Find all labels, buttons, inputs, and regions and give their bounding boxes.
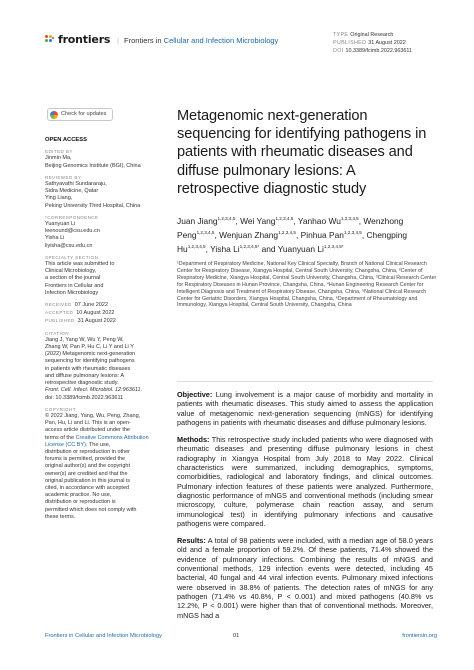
license-link[interactable]: Creative Commons Attribution License (CC BY).	[45, 434, 149, 448]
journal-title[interactable]	[114, 36, 278, 45]
correspondence-label: *CORRESPONDENCE	[45, 214, 99, 220]
email-link[interactable]: leenound@csu.edu.cn	[45, 228, 100, 235]
footer-site-link[interactable]: frontiersin.org	[402, 633, 437, 639]
reviewed-by: Sathyavathi Sundararaju, Sidra Medicine, Qatar Ying Liang, Peking University Third Hospital, China	[45, 181, 141, 209]
affiliations: ¹Department of Respiratory Medicine, National Key Clinical Specialty, Branch of National Clinical Research Center for Respiratory Disease, Xiangya Hospital, Central South University, Changsha, China, ²Center of Respiratory Medicine, Xiangya Hospital, Central South University, Changsha, China, ³Clinical Research Center for Respiratory Diseases in Hunan Province, Changsha, China, ⁴Hunan Engineering Research Center for Intelligent Diagnosis and Treatment of Respiratory Disease, Changsha, China, ⁵National Clinical Research Center for Geriatric Disorders, Xiangya Hospital, Changsha, China, ⁶Department of Rheumatology and Immunology, Xiangya Hospital, Central South University, Changsha, China	[177, 261, 437, 309]
author[interactable]: Wei Yang$^{1,2,3,4,5}$	[240, 215, 294, 226]
article-sidebar	[45, 108, 165, 521]
received-label: RECEIVED	[45, 302, 72, 308]
type-value: Original Research	[350, 32, 394, 38]
copyright: © 2022 Jiang, Yang, Wu, Peng, Zhang, Pan, Hu, Li and Li. This is an open- access article distributed under the terms of the Creative Commons Attribution License (CC BY). The use, distribution or reproduction in other forums is permitted, provided the original author(s) and the copyright owner(s) are credited and that the original publication in this journal is cited, in accordance with accepted academic practice. No use, distribution or reproduction is permitted which does not comply with these terms.	[45, 412, 149, 520]
article-main	[177, 107, 437, 309]
author[interactable]: Wenzhong Peng$^{1,2,3,4,5}$	[177, 215, 404, 240]
abstract-results: Results: A total of 98 patients were included, with a median age of 58.0 years old and a female proportion of 59.2%. Of these patients, 71.4% showed the evidence of pulmonary infections. Combining the results of mNGS and conventional methods, 129 infection events were detected, including 45 bacterial, 40 fungal and 44 viral infection events. Pulmonary mixed infections were observed in 38.8% of patients. The detection rates of mNGS for any pathogen (71.4% vs 40.8%, P < 0.001) and mixed pathogens (40.8% vs 12.2%, P < 0.001) were higher than that of conventional methods. Moreover, mNGS had a	[177, 536, 434, 620]
type-label: TYPE	[333, 32, 349, 38]
accepted-label: ACCEPTED	[45, 310, 74, 316]
author[interactable]: Wenjuan Zhang$^{1,2,3,4,5}$	[219, 229, 296, 240]
crossmark-icon	[50, 111, 58, 119]
article-meta	[333, 31, 412, 55]
reviewed-by-label: REVIEWED BY	[45, 174, 82, 180]
specialty-label: SPECIALTY SECTION	[45, 254, 99, 260]
published-value: 31 August 2022	[368, 40, 406, 46]
copyright-label: COPYRIGHT	[45, 406, 76, 412]
frontiers-logo[interactable]	[45, 33, 110, 46]
correspondence: Yuanyuan Li leenound@csu.edu.cn Yisha Li liyisha@csu.edu.cn	[45, 221, 165, 250]
page-number: 01	[233, 633, 240, 639]
author[interactable]: Yisha $Li^{1,2,3,4,5*}$	[210, 243, 260, 254]
published-date: 31 August 2022	[77, 318, 116, 325]
author[interactable]: Chengping Hu$^{1,2,3,4,5}$	[177, 229, 408, 254]
email-link[interactable]: liyisha@csu.edu.cn	[45, 242, 93, 249]
header-divider: |	[117, 36, 119, 45]
check-updates-label: Check for updates	[61, 110, 107, 117]
accepted-date: 10 August 2022	[76, 310, 115, 317]
citation-label: CITATION	[45, 330, 69, 336]
published-label: PUBLISHED	[333, 40, 367, 46]
abstract-divider	[177, 381, 433, 382]
author[interactable]: Yuanyuan $Li^{1,2,3,4,5*}$	[277, 243, 344, 254]
author[interactable]: Yanhao Wu$^{1,2,3,4,5}$	[297, 215, 359, 226]
abstract-methods: Methods: This retrospective study included patients who were diagnosed with rheumatic diseases and presenting diffuse pulmonary lesions in chest radiography in Xiangya Hospital from July 2018 to May 2022. Clinical characteristics were summarized, including demographics, symptoms, comorbidities, radiological and laboratory findings, and clinical outcomes. Pulmonary infection features of these patients were analyzed. Furthermore, diagnostic performance of mNGS and conventional methods (including smear microscopy, culture, polymerase chain reaction assay, and serum immunological test) in identifying pulmonary infections and causative pathogens were compared.	[177, 435, 433, 528]
abstract-objective: Objective: Lung involvement is a major cause of morbidity and mortality in patients with rheumatic diseases. This study aimed to assess the application value of metagenomic next-generation sequencing (mNGS) for identifying pathogens in patients with rheumatic diseases and diffuse pulmonary lesions.	[177, 390, 433, 427]
dates	[45, 301, 165, 326]
published-label: PUBLISHED	[45, 318, 75, 324]
check-for-updates-button[interactable]	[47, 108, 113, 121]
page-header	[45, 31, 445, 55]
journal-prefix: Frontiers in	[124, 36, 162, 45]
author[interactable]: Juan Jiang$^{1,2,3,4,5}$	[177, 215, 236, 226]
footer-journal-link[interactable]: Frontiers in Cellular and Infection Microbiology	[45, 633, 162, 639]
edited-by: Jinmin Ma, Beijing Genomics Institute (BGI), China	[45, 155, 141, 169]
citation: Jiang J, Yang W, Wu Y, Peng W, Zhang W, Pan P, Hu C, Li Y and Li Y (2022) Metagenomic next-generation sequencing for identifying pathogens in patients with rheumatic diseases and diffuse pulmonary lesions: A retrospective diagnostic study. Front. Cell. Infect. Microbiol. 12:963611. doi: 10.3389/fcimb.2022.963611	[45, 336, 143, 401]
author[interactable]: Pinhua Pan$^{1,2,3,4,5}$	[300, 229, 362, 240]
received-date: 07 June 2022	[74, 302, 109, 309]
specialty-section: This article was submitted to Clinical Microbiology, a section of the journal Frontiers in Cellular and Infection Microbiology	[45, 261, 115, 296]
abstract	[177, 390, 433, 628]
logo-text: frontiers	[58, 33, 111, 46]
author-list: Juan Jiang$^{1,2,3,4,5}$, Wei Yang$^{1,2,3,4,5}$, Yanhao Wu$^{1,2,3,4,5}$, Wenzhong Peng$^{1,2,3,4,5}$, Wenjuan Zhang$^{1,2,3,4,5}$, Pinhua Pan$^{1,2,3,4,5}$, Chengping Hu$^{1,2,3,4,5}$, Yisha $Li^{1,2,3,4,5*}$ and Yuanyuan $Li^{1,2,3,4,5*}$	[177, 215, 408, 254]
article-title: Metagenomic next-generation sequencing for identifying pathogens in patients with rheumatic diseases and diffuse pulmonary lesions: A retrospective diagnostic study	[177, 108, 427, 197]
journal-name[interactable]: Cellular and Infection Microbiology	[163, 36, 279, 45]
edited-by-label: EDITED BY	[45, 149, 73, 155]
open-access-label: OPEN ACCESS	[45, 137, 87, 143]
doi-link[interactable]: 10.3389/fcimb.2022.963611	[345, 48, 412, 54]
frontiers-logo-icon	[45, 35, 55, 45]
doi-label: DOI	[333, 48, 344, 54]
